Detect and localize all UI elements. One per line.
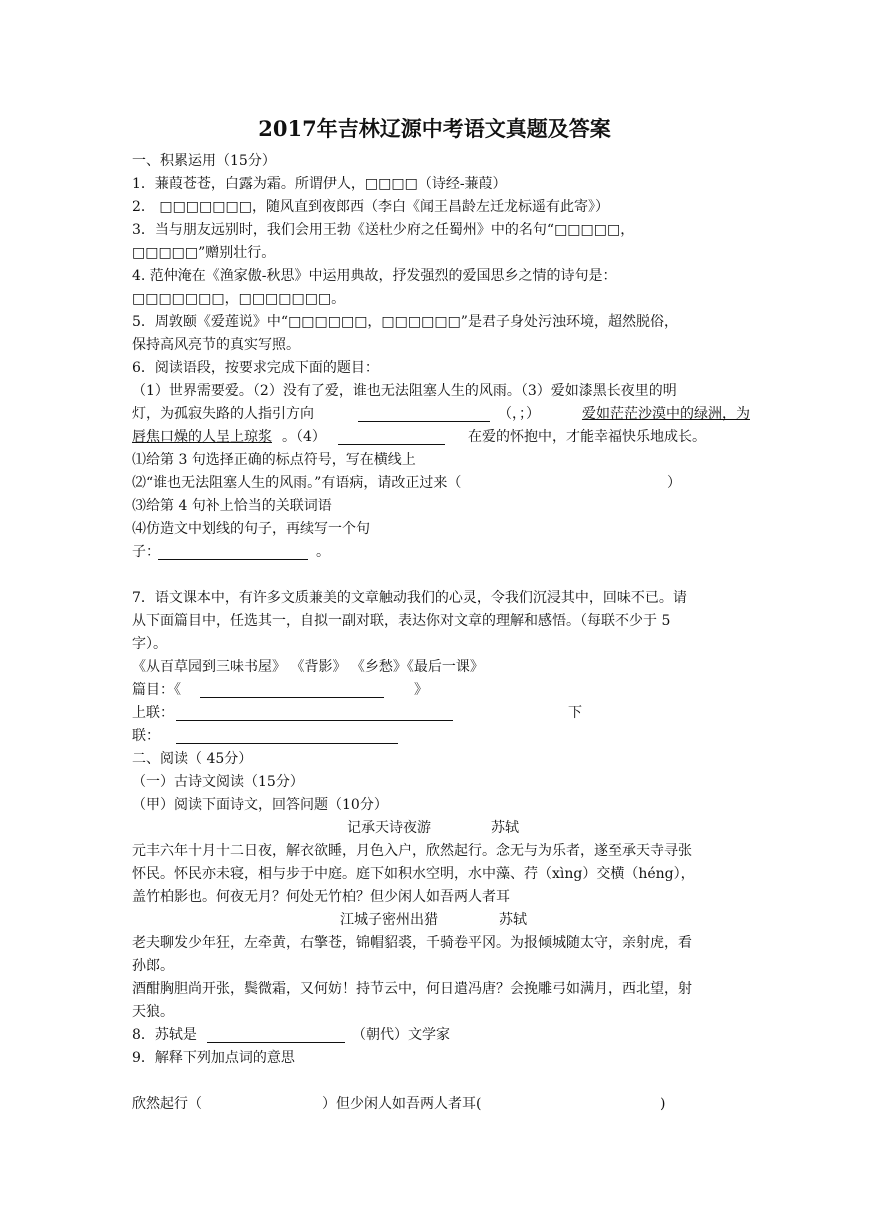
question-7-line3: 字）。: [132, 636, 167, 652]
section2-heading: 二、阅读（ 45分）: [132, 751, 253, 767]
article-titles: 《从百草园到三味书屋》 《背影》 《乡愁》《最后一课》: [132, 659, 484, 675]
section1-heading: 一、积累运用（15分）: [132, 153, 276, 169]
sub-question-2: ⑵“谁也无法阻塞人生的风雨。”有语病，请改正过来（: [132, 475, 462, 491]
question-4-line1: 4. 范仲淹在《渔家傲-秋思》中运用典故，抒发强烈的爱国思乡之情的诗句是：: [132, 268, 617, 284]
question-2: 2． □□□□□□□，随风直到夜郎西（李白《闻王昌龄左迁龙标遥有此寄》）: [132, 199, 609, 215]
question-6-heading: 6．阅读语段，按要求完成下面的题目：: [132, 360, 379, 376]
answer-blank-second-line[interactable]: [176, 727, 398, 744]
question-3-line1: 3．当与朋友远别时，我们会用王勃《送杜少府之任蜀州》中的名句“□□□□□，: [132, 222, 635, 238]
question-6-passage-line2a: 灯，为孤寂失路的人指引方向: [132, 406, 314, 422]
question-8-suffix: （朝代）文学家: [352, 1027, 450, 1043]
second-line-label-part1: 下: [568, 705, 582, 721]
answer-blank-first-line[interactable]: [176, 704, 453, 721]
sentence-4-marker: 。（4）: [282, 429, 326, 445]
question-9-item-b: ）但少闲人如吾两人者耳(: [322, 1096, 482, 1112]
sub-question-4: ⑷仿造文中划线的句子，再续写一个句: [132, 521, 370, 537]
sub-question-4-end: 。: [316, 544, 330, 560]
sub-question-1: ⑴给第 3 句选择正确的标点符号，写在横线上: [132, 452, 416, 468]
question-5-line1: 5．周敦颐《爱莲说》中“□□□□□□，□□□□□□”是君子身处污浊环境，超然脱俗，: [132, 314, 678, 330]
answer-blank-dynasty[interactable]: [207, 1026, 345, 1043]
sub-question-2-close: ）: [667, 475, 681, 491]
question-1: 1．蒹葭苍苍，白露为霜。所谓伊人，□□□□（诗经-蒹葭）: [132, 176, 507, 192]
poem1-line3: 盖竹柏影也。何夜无月？何处无竹柏？但少闲人如吾两人者耳: [132, 889, 510, 905]
question-9-item-b-close: ): [660, 1096, 666, 1112]
poem2-title: 江城子密州出猎: [340, 912, 438, 928]
question-6-passage-line3c: 在爱的怀抱中，才能幸福快乐地成长。: [468, 429, 706, 445]
answer-blank-article[interactable]: [200, 681, 384, 698]
answer-blank-punctuation[interactable]: [358, 405, 490, 422]
poem1-title: 记承天诗夜游: [347, 820, 431, 836]
article-label-close: 》: [414, 682, 428, 698]
poem2-line4: 天狼。: [132, 1004, 174, 1020]
poem1-author: 苏轼: [491, 820, 519, 836]
article-label: 篇目：《: [132, 682, 181, 698]
question-8: 8．苏轼是: [132, 1027, 197, 1043]
poem2-author: 苏轼: [499, 912, 527, 928]
poem2-line1: 老夫聊发少年狂，左牵黄，右擎苍，锦帽貂裘，千骑卷平冈。为报倾城随太守，亲射虎，看: [132, 935, 692, 951]
answer-blank-connective[interactable]: [338, 428, 445, 445]
underlined-sentence-part1: 爱如茫茫沙漠中的绿洲，为: [582, 406, 750, 422]
sub-question-4-prefix: 子：: [132, 544, 160, 560]
underlined-sentence-part2: 唇焦口燥的人呈上琼浆: [132, 429, 272, 445]
question-5-line2: 保持高风亮节的真实写照。: [132, 337, 300, 353]
question-6-passage-line1: （1）世界需要爱。（2）没有了爱，谁也无法阻塞人生的风雨。（3）爱如漆黑长夜里的明: [132, 383, 677, 399]
poem1-line1: 元丰六年十月十二日夜，解衣欲睡，月色入户，欣然起行。念无与为乐者，遂至承天寺寻张: [132, 843, 692, 859]
poem1-line2: 怀民。怀民亦未寝，相与步于中庭。庭下如积水空明，水中藻、荇（xìng）交横（héng），: [132, 866, 695, 882]
question-9-item-a: 欣然起行（: [132, 1096, 202, 1112]
poem2-line3: 酒酣胸胆尚开张，鬓微霜，又何妨！持节云中，何日遣冯唐？会挽雕弓如满月，西北望，射: [132, 981, 692, 997]
sub-question-3: ⑶给第 4 句补上恰当的关联词语: [132, 498, 332, 514]
punctuation-options: （，；）: [498, 406, 540, 422]
question-3-line2: □□□□□”赠别壮行。: [132, 245, 276, 261]
question-9: 9．解释下列加点词的意思: [132, 1050, 295, 1066]
question-7-line1: 7．语文课本中，有许多文质兼美的文章触动我们的心灵，令我们沉浸其中，回味不已。请: [132, 590, 687, 606]
poem2-line2: 孙郎。: [132, 958, 174, 974]
document-title: 2017年吉林辽源中考语文真题及答案: [258, 116, 611, 141]
second-line-label-part2: 联：: [132, 728, 160, 744]
section2-sub2: （甲）阅读下面诗文，回答问题（10分）: [132, 797, 388, 813]
question-7-line2: 从下面篇目中，任选其一，自拟一副对联，表达你对文章的理解和感悟。（每联不少于 5: [132, 613, 671, 629]
question-4-line2: □□□□□□□，□□□□□□□。: [132, 291, 346, 307]
answer-blank-imitation[interactable]: [158, 543, 308, 560]
first-line-label: 上联：: [132, 705, 174, 721]
section2-sub1: （一）古诗文阅读（15分）: [132, 774, 304, 790]
